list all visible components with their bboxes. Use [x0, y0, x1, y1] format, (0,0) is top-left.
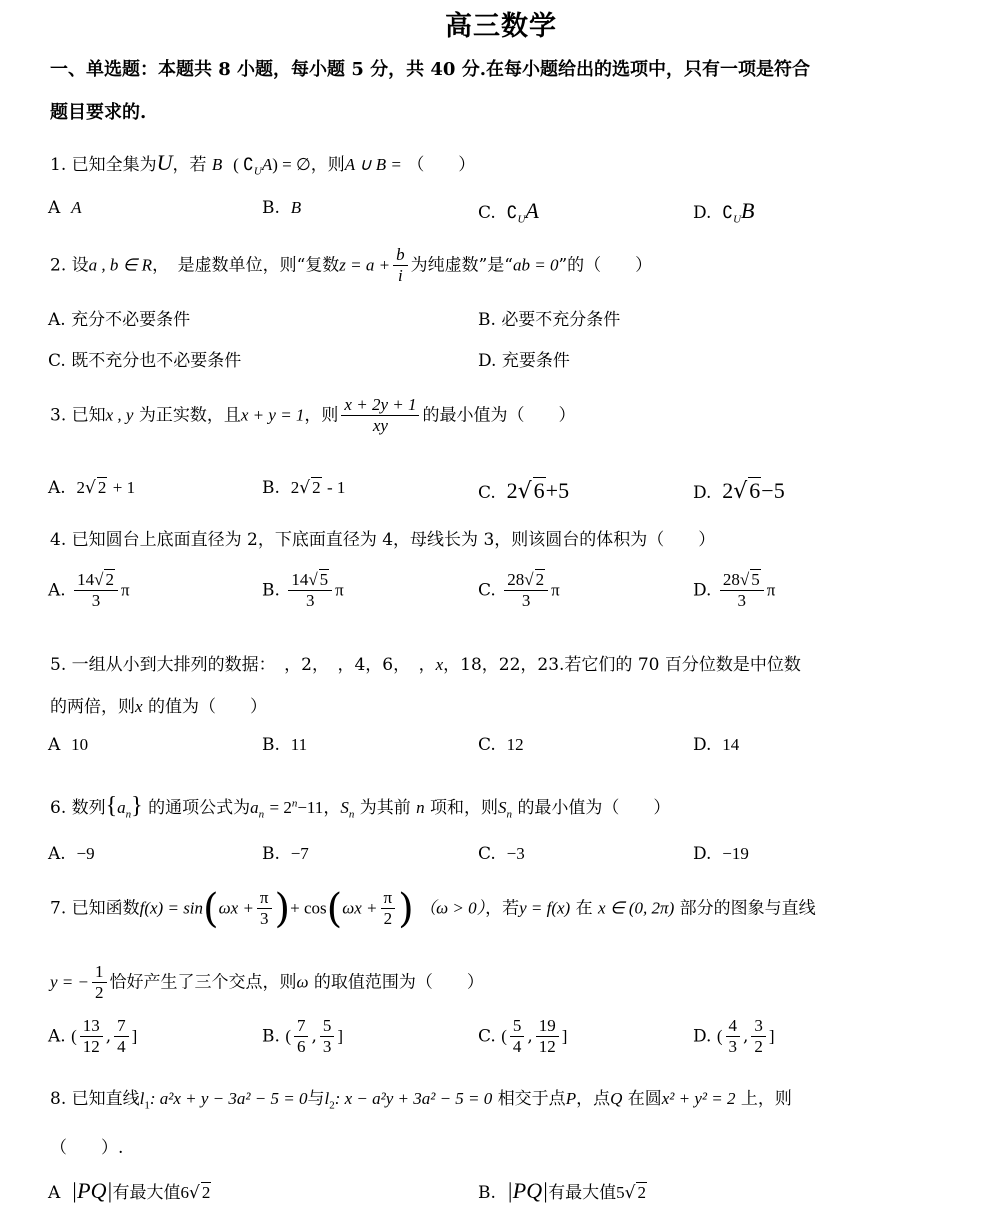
q6-text-6: 的最小值为（ ）: [517, 798, 671, 818]
q5-option-b[interactable]: [262, 735, 307, 755]
q7-frac1: [257, 888, 272, 930]
radicand: 2: [105, 570, 114, 589]
q7-text-3: 在: [575, 898, 593, 919]
option-fraction: $\frac{28√ 2}{3}$: [504, 570, 548, 612]
option-label: C.: [478, 580, 496, 601]
option-label: D.: [693, 203, 712, 223]
question-2: [50, 245, 652, 287]
option-label: B.: [262, 580, 280, 601]
option-fraction: $\frac{14√ 5}{3}$: [288, 570, 332, 612]
frac-a: [510, 1016, 525, 1058]
q2-ab: ab = 0: [512, 255, 559, 275]
option-value: A: [525, 198, 539, 223]
question-8-line2: （ ）.: [50, 1138, 124, 1158]
q6-eq: = 2: [269, 798, 292, 817]
q4-option-a[interactable]: [48, 570, 130, 612]
option-label: B.: [262, 844, 280, 864]
q6-text-5: 项和，则: [430, 798, 499, 818]
q3-text-1: 3. 已知: [50, 405, 106, 426]
n2: 7: [114, 1016, 129, 1037]
q6-S2: S: [498, 798, 507, 817]
option-sub: U: [733, 213, 742, 226]
q6-option-b[interactable]: [262, 844, 309, 864]
option-value: 必要不充分条件: [501, 310, 621, 330]
option-sub: U: [517, 213, 526, 226]
question-1: [50, 150, 475, 177]
radicand: 6: [749, 478, 761, 503]
q6-S: S: [340, 798, 349, 817]
q3-cond: x + y = 1: [240, 405, 305, 425]
question-8-line1: [50, 1084, 792, 1111]
q5-text-1: 5. 一组从小到大排列的数据： ，2， ，4，6， ，: [50, 655, 436, 675]
q7-option-d[interactable]: D. ( $\frac{4}{3}$ , $\frac{3}{2}$ ]: [693, 1016, 775, 1057]
q8-text-2: 与: [307, 1089, 325, 1109]
q1-option-a[interactable]: [48, 198, 81, 218]
frac-b: [536, 1016, 559, 1058]
q7-yn: 1: [92, 962, 107, 983]
close: ]: [561, 1026, 568, 1046]
option-label: D.: [478, 351, 497, 371]
q1-option-c[interactable]: [478, 198, 539, 225]
frac-a: [80, 1016, 103, 1058]
q1-sub: U: [253, 165, 262, 178]
open: (: [716, 1026, 723, 1046]
q7-option-b[interactable]: B. ( $\frac{7}{6}$ , $\frac{5}{3}$ ]: [262, 1016, 344, 1057]
q7-omega: ω: [296, 972, 309, 992]
q3-num: x + 2y + 1: [341, 395, 419, 416]
question-4: 4. 已知圆台上底面直径为 2，下底面直径为 4，母线长为 3，则该圆台的体积为（ ）: [50, 530, 716, 550]
q8-l1eq: : a²x + y − 3a² − 5 = 0: [149, 1089, 308, 1108]
q1-union: A ∪ B =: [344, 155, 402, 174]
den: 3: [305, 591, 315, 611]
q5-x: x: [135, 697, 143, 716]
q4-option-c[interactable]: [478, 570, 560, 612]
q1-B: B: [211, 155, 223, 174]
q1-text-4: （ ）: [407, 155, 476, 175]
den: 3: [737, 591, 747, 611]
q6-n: n: [416, 798, 425, 817]
q8-l1: l: [139, 1089, 145, 1108]
q4-option-d[interactable]: [693, 570, 775, 612]
n2: 3: [751, 1016, 766, 1037]
close: ]: [131, 1026, 138, 1046]
open: (: [71, 1026, 77, 1046]
q8-l2sub: 2: [329, 1099, 335, 1112]
n2: 19: [536, 1016, 559, 1037]
option-label: D.: [693, 483, 712, 503]
option-label: D.: [693, 844, 712, 864]
d2: 3: [322, 1037, 332, 1057]
q1-option-d[interactable]: [693, 198, 754, 225]
option-value: −9: [76, 844, 95, 863]
q7-y: y = −: [50, 972, 89, 992]
q2-option-b[interactable]: [478, 305, 620, 330]
q2-option-c[interactable]: [48, 346, 241, 371]
val: 6: [180, 1183, 190, 1202]
q8-text-6: 上，则: [740, 1089, 792, 1109]
option-label: A.: [48, 310, 66, 330]
den: 3: [521, 591, 531, 611]
q6-a: a: [250, 798, 259, 817]
q8-text-1: 8. 已知直线: [50, 1089, 140, 1109]
option-label: D.: [693, 580, 712, 601]
q5-text-3: 的两倍，则: [50, 697, 135, 717]
q3-vars: x , y: [105, 405, 134, 425]
open: (: [285, 1026, 291, 1046]
option-label: A.: [48, 580, 66, 601]
q7-text-6: 的取值范围为（ ）: [313, 972, 484, 993]
n1: 4: [726, 1016, 741, 1037]
q3-text-2: 为正实数，且: [138, 405, 241, 426]
q7-arg2: ωx +: [342, 898, 378, 918]
section-heading-line1: 一、单选题：本题共 8 小题，每小题 5 分，共 40 分.在每小题给出的选项中，只有一项是符合: [50, 59, 810, 80]
q5-x: x: [435, 655, 444, 674]
q6-text-3: ，: [323, 798, 341, 818]
question-3: [50, 395, 575, 437]
n2: 5: [320, 1016, 335, 1037]
q7-interval: x ∈ (0, 2π): [598, 898, 675, 918]
option-label: C.: [478, 203, 496, 223]
val: 5: [616, 1183, 625, 1202]
q2-option-a[interactable]: [48, 305, 190, 330]
q1-text-2: ，若: [172, 155, 207, 175]
complement-symbol: ∁: [722, 203, 734, 222]
q6-text-2: 的通项公式为: [148, 798, 251, 818]
q1-text-1: 1. 已知全集为: [50, 155, 157, 175]
option-label: A: [48, 198, 61, 218]
d1: 12: [82, 1037, 100, 1057]
q2-set: a , b ∈ R: [88, 255, 153, 275]
radicand: 5: [319, 570, 329, 589]
option-label: A.: [48, 478, 66, 498]
coef: 2: [76, 478, 85, 497]
option-label: B.: [478, 310, 496, 330]
q6-option-d[interactable]: [693, 844, 749, 864]
q7-option-c[interactable]: C. ( $\frac{5}{4}$ , $\frac{19}{12}$ ]: [478, 1016, 568, 1057]
question-7-line2: [50, 962, 484, 1004]
q2-text-4: ”的（ ）: [558, 255, 653, 276]
q7-d2: 2: [383, 909, 393, 929]
q6-seq: a: [117, 798, 126, 817]
close: ]: [768, 1026, 775, 1046]
q6-option-a[interactable]: [48, 844, 95, 864]
pq: |PQ|: [506, 1178, 549, 1203]
option-value: 既不充分也不必要条件: [71, 351, 242, 371]
option-value: −19: [722, 844, 749, 863]
option-value: B: [741, 198, 755, 223]
q7-yfx: y = f(x): [519, 898, 571, 918]
q8-l2eq: : x − a²y + 3a² − 5 = 0: [334, 1089, 493, 1108]
tail: + 1: [112, 478, 136, 497]
q3-den: xy: [372, 416, 388, 436]
q7-pi: π: [257, 888, 272, 909]
q7-plus: + cos: [290, 898, 327, 918]
coef: 2: [722, 478, 734, 503]
q3-option-a[interactable]: A. 2√ 2 + 1: [48, 478, 136, 498]
option-value: −3: [506, 844, 525, 863]
d1: 6: [296, 1037, 306, 1057]
option-value: 充分不必要条件: [71, 310, 191, 330]
q8-l1sub: 1: [144, 1099, 150, 1112]
radicand: 6: [533, 478, 545, 503]
option-label: A: [48, 1183, 61, 1203]
frac-a: [294, 1016, 309, 1058]
radicand: 2: [535, 570, 545, 589]
question-5-line2: [50, 692, 267, 717]
coef: 2: [290, 478, 300, 497]
q7-text-1: 7. 已知函数: [50, 898, 140, 919]
question-5-line1: [50, 650, 801, 675]
q5-option-c[interactable]: [478, 735, 524, 755]
question-6: 6. 数列$\{a_n\}$ 的通项公式为$a_n = 2^n-11$，$S_n$ 为其前 n 项和，则$S_n$ 的最小值为（ ）: [50, 793, 671, 821]
q2-option-d[interactable]: [478, 346, 570, 371]
q2-z: z = a +: [339, 255, 391, 275]
q6-option-c[interactable]: [478, 844, 525, 864]
q1-text-3: ，则: [310, 155, 345, 175]
option-value: B: [290, 198, 302, 217]
q8-option-a[interactable]: A |PQ|有最大值6√ 2: [48, 1178, 211, 1203]
q6-text-4: 为其前: [359, 798, 411, 818]
q8-text-5: 在圆: [627, 1089, 662, 1109]
q7-pi2: π: [381, 888, 396, 909]
q1-expr: ( ∁: [233, 155, 254, 174]
pq: |PQ|: [71, 1178, 113, 1203]
q3-fraction: [341, 395, 419, 437]
q6-S-sub: n: [348, 808, 355, 821]
option-label: A: [48, 735, 61, 755]
n1: 13: [80, 1016, 103, 1037]
q8-option-b[interactable]: B. |PQ|有最大值5√ 2: [478, 1178, 646, 1203]
coef: 2: [506, 478, 518, 503]
option-label: A.: [48, 844, 66, 864]
q8-text-4: ，点: [576, 1089, 611, 1109]
d2: 2: [754, 1037, 763, 1057]
q6-text-1: 6. 数列: [50, 798, 106, 818]
option-value: 10: [71, 735, 89, 754]
question-7-line1: 7. 已知函数f(x) = sin(ωx + $\frac{\pi}{3}$ )+ cos(ωx + $\frac{\pi}{2}$ ) （ω > 0），若y = f(x) 在 x ∈ (0, 2π) 部分的图象与直线: [50, 885, 816, 932]
page-title: 高三数学: [445, 11, 557, 42]
q2-text-1: 2. 设: [50, 255, 89, 276]
frac-a: [726, 1016, 741, 1058]
q8-Q: Q: [610, 1089, 623, 1108]
frac-b: [751, 1016, 766, 1058]
n1: 5: [510, 1016, 525, 1037]
q1-option-b[interactable]: [262, 198, 301, 218]
q7-arg1: ωx +: [218, 898, 254, 918]
option-label: B.: [262, 735, 280, 755]
q2-fraction: [393, 245, 408, 287]
radicand: 5: [751, 570, 760, 589]
q6-S2-sub: n: [506, 808, 513, 821]
option-text: 有最大值: [112, 1183, 181, 1203]
option-label: C.: [478, 483, 496, 503]
radicand: 2: [637, 1183, 646, 1202]
coef: 28: [507, 570, 525, 589]
q7-text-4: 部分的图象与直线: [679, 898, 816, 919]
radicand: 2: [312, 478, 321, 497]
q7-yfrac: [92, 962, 107, 1004]
option-label: C.: [478, 1026, 496, 1047]
q2-den: i: [397, 266, 403, 286]
q7-yd: 2: [95, 983, 104, 1003]
close: ]: [337, 1026, 344, 1046]
option-label: A.: [48, 1026, 66, 1047]
q3-option-b[interactable]: B. 2√ 2 - 1: [262, 478, 346, 498]
q8-text-3: 相交于点: [497, 1089, 566, 1109]
frac-b: [114, 1016, 129, 1058]
section-heading-line2: 题目要求的.: [50, 102, 147, 123]
q5-text-2: ，18，22，23.若它们的 70 百分位数是中位数: [443, 655, 801, 675]
q2-num: b: [393, 245, 408, 266]
q3-text-3: ，则: [304, 405, 339, 426]
q7-text-2: ，若: [485, 898, 520, 919]
option-value: 充要条件: [501, 351, 570, 371]
q8-circle: x² + y² = 2: [661, 1089, 736, 1108]
pi: π: [335, 580, 344, 600]
n1: 7: [294, 1016, 309, 1037]
d1: 4: [512, 1037, 522, 1057]
option-value: −7: [290, 844, 309, 863]
tail: - 1: [326, 478, 346, 497]
option-label: D.: [693, 735, 712, 755]
d2: 4: [117, 1037, 126, 1057]
q8-l2: l: [324, 1089, 330, 1108]
q8-P: P: [565, 1089, 577, 1108]
radicand: 2: [201, 1183, 211, 1202]
option-label: B.: [262, 1026, 280, 1047]
pi: π: [551, 580, 560, 600]
q7-text-5: 恰好产生了三个交点，则: [109, 972, 297, 993]
pi: π: [120, 580, 130, 600]
q5-text-4: 的值为（ ）: [147, 697, 267, 717]
option-value: A: [71, 198, 82, 217]
q7-option-a[interactable]: A. ( $\frac{13}{12}$ , $\frac{7}{4}$ ]: [48, 1016, 138, 1057]
option-fraction: $\frac{28√ 5}{3}$: [720, 570, 764, 612]
q7-f: f(x) = sin: [139, 898, 204, 918]
open: (: [501, 1026, 507, 1046]
d1: 3: [728, 1037, 738, 1057]
q4-option-b[interactable]: [262, 570, 344, 612]
tail: −5: [761, 478, 785, 503]
q3-option-c[interactable]: C. 2√6+5: [478, 478, 570, 504]
option-label: D.: [693, 1026, 712, 1047]
q1-rest: ) = ∅: [272, 155, 311, 174]
option-value: 12: [506, 735, 524, 754]
tail: +5: [545, 478, 570, 503]
q3-text-4: 的最小值为（ ）: [422, 405, 576, 426]
q1-A: A: [261, 155, 273, 174]
q7-cond: （ω > 0）: [419, 898, 486, 918]
q6-a-sub: n: [258, 808, 265, 821]
coef: 14: [291, 570, 309, 589]
option-fraction: $\frac{14√ 2}{3}$: [74, 570, 118, 612]
q1-U: U: [156, 150, 173, 175]
coef: 28: [722, 570, 740, 589]
d2: 12: [538, 1037, 556, 1057]
option-text: 有最大值: [548, 1183, 617, 1203]
q2-text-2: ， 是虚数单位，则“复数: [152, 255, 340, 276]
complement-symbol: ∁: [506, 203, 518, 222]
option-value: 11: [290, 735, 308, 754]
q2-text-3: 为纯虚数”是“: [410, 255, 513, 276]
radicand: 2: [97, 478, 107, 497]
option-label: C.: [48, 351, 66, 371]
option-label: B.: [262, 198, 280, 218]
q3-option-d[interactable]: D. 2√6−5: [693, 478, 785, 504]
q6-tail: −11: [297, 798, 324, 817]
option-label: B.: [262, 478, 280, 498]
option-value: 14: [722, 735, 740, 754]
option-label: C.: [478, 735, 496, 755]
pi: π: [766, 580, 776, 600]
option-label: B.: [478, 1183, 496, 1203]
q6-exp: n: [291, 797, 298, 810]
q5-option-d[interactable]: [693, 735, 739, 755]
q6-seqsub: n: [125, 808, 132, 821]
option-label: C.: [478, 844, 496, 864]
coef: 14: [77, 570, 95, 589]
q5-option-a[interactable]: [48, 735, 88, 755]
q7-d1: 3: [259, 909, 269, 929]
q7-frac2: [381, 888, 396, 930]
den: 3: [91, 591, 101, 611]
frac-b: [320, 1016, 335, 1058]
